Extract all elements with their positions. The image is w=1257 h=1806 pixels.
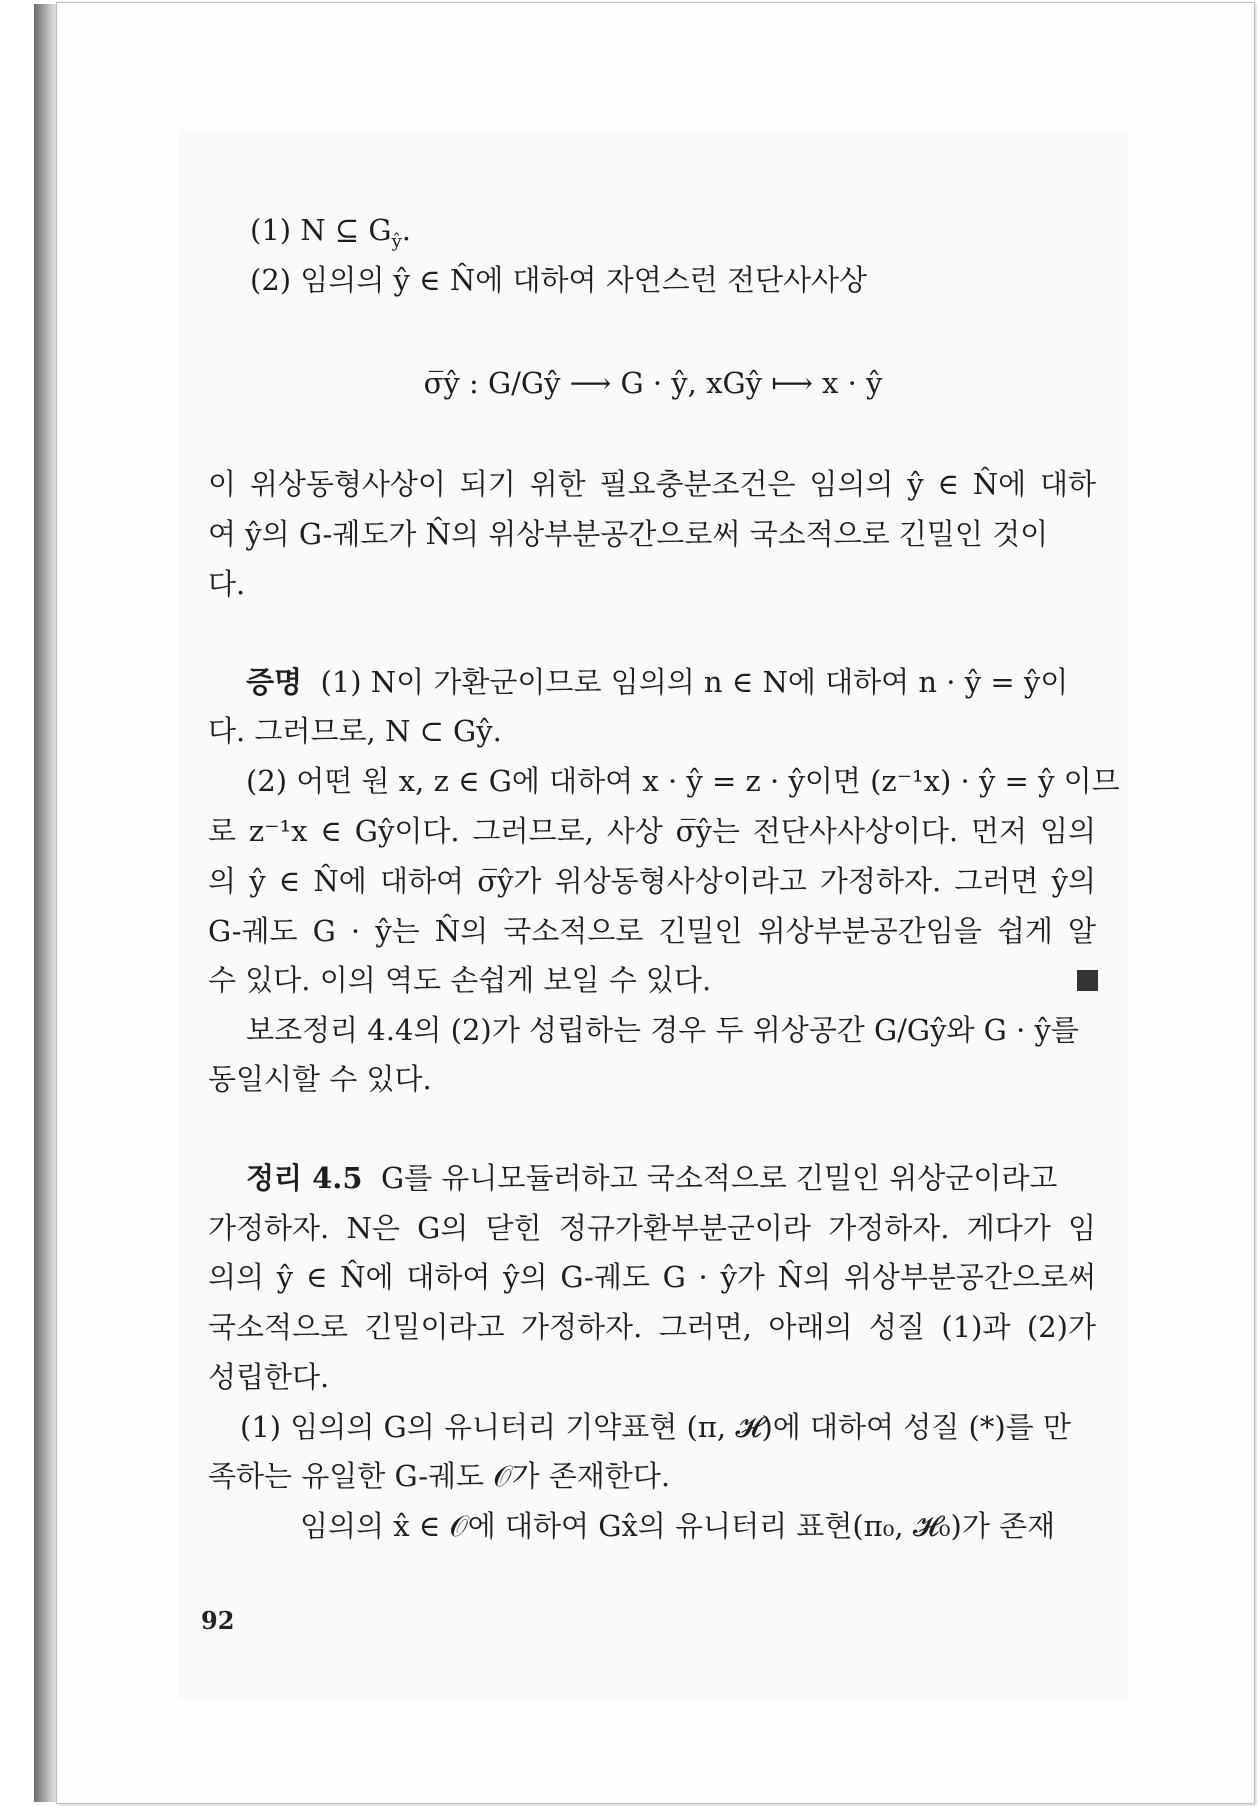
- lemma-line-1: 이 위상동형사상이 되기 위한 필요충분조건은 임의의 ŷ ∈ N̂에 대하: [208, 467, 1096, 501]
- proof-line-5: 의 ŷ ∈ N̂에 대하여 σ̅ŷ가 위상동형사상이라고 가정하자. 그러면 ŷ의: [208, 864, 1096, 898]
- book-spine-edge: [34, 4, 58, 1802]
- proof-line-4: 로 z⁻¹x ∈ Gŷ이다. 그러므로, 사상 σ̅ŷ는 전단사사상이다. 먼저 임의: [208, 814, 1096, 848]
- theorem-line-5: 성립한다.: [208, 1360, 330, 1394]
- proof-line-6: G-궤도 G · ŷ는 N̂의 국소적으로 긴밀인 위상부분공간임을 쉽게 알: [208, 914, 1096, 948]
- lemma-line-3: 다.: [208, 567, 246, 601]
- proof-line-1: 증명 (1) N이 가환군이므로 임의의 n ∈ N에 대하여 n · ŷ = ŷ이: [246, 665, 1069, 699]
- page-number: 92: [201, 1606, 235, 1635]
- theorem-item-1-line-2: 족하는 유일한 G-궤도 𝒪가 존재한다.: [208, 1459, 671, 1493]
- theorem-line-3: 의의 ŷ ∈ N̂에 대하여 ŷ의 G-궤도 G · ŷ가 N̂의 위상부분공간으로써: [208, 1260, 1096, 1294]
- item-1: (1) N ⊆ $G_ŷ$.: [250, 213, 411, 252]
- theorem-line-4: 국소적으로 긴밀이라고 가정하자. 그러면, 아래의 성질 (1)과 (2)가: [208, 1310, 1096, 1344]
- qed-square-icon: [1077, 970, 1098, 991]
- theorem-item-1-line-1: (1) 임의의 G의 유니터리 기약표현 (π, 𝓗)에 대하여 성질 (*)를 만: [240, 1410, 1071, 1444]
- proof-line-3: (2) 어떤 원 x, z ∈ G에 대하여 x · ŷ = z · ŷ이면 (z⁻¹x) · ŷ = ŷ 이므: [246, 764, 1120, 798]
- theorem-line-2: 가정하자. N은 G의 닫힌 정규가환부분군이라 가정하자. 게다가 임: [208, 1211, 1096, 1245]
- remark-line-1: 보조정리 4.4의 (2)가 성립하는 경우 두 위상공간 G/Gŷ와 G · ŷ를: [246, 1013, 1079, 1047]
- theorem-label: 정리 4.5: [246, 1161, 363, 1195]
- remark-line-2: 동일시할 수 있다.: [208, 1062, 432, 1096]
- display-equation: σ̅ŷ : G/Gŷ ⟶ G · ŷ, xGŷ ⟼ x · ŷ: [423, 366, 883, 400]
- proof-label: 증명: [246, 665, 303, 699]
- proof-line-7: 수 있다. 이의 역도 손쉽게 보일 수 있다.: [208, 963, 712, 997]
- theorem-line-1: 정리 4.5 G를 유니모듈러하고 국소적으로 긴밀인 위상군이라고: [246, 1161, 1058, 1195]
- item-2: (2) 임의의 ŷ ∈ N̂에 대하여 자연스런 전단사사상: [250, 263, 868, 297]
- proof-line-2: 다. 그러므로, N ⊂ Gŷ.: [208, 714, 502, 748]
- theorem-last-line: 임의의 x̂ ∈ 𝒪에 대하여 Gx̂의 유니터리 표현(π₀, 𝓗₀)가 존재: [300, 1509, 1056, 1543]
- lemma-line-2: 여 ŷ의 G-궤도가 N̂의 위상부분공간으로써 국소적으로 긴밀인 것이: [208, 517, 1049, 551]
